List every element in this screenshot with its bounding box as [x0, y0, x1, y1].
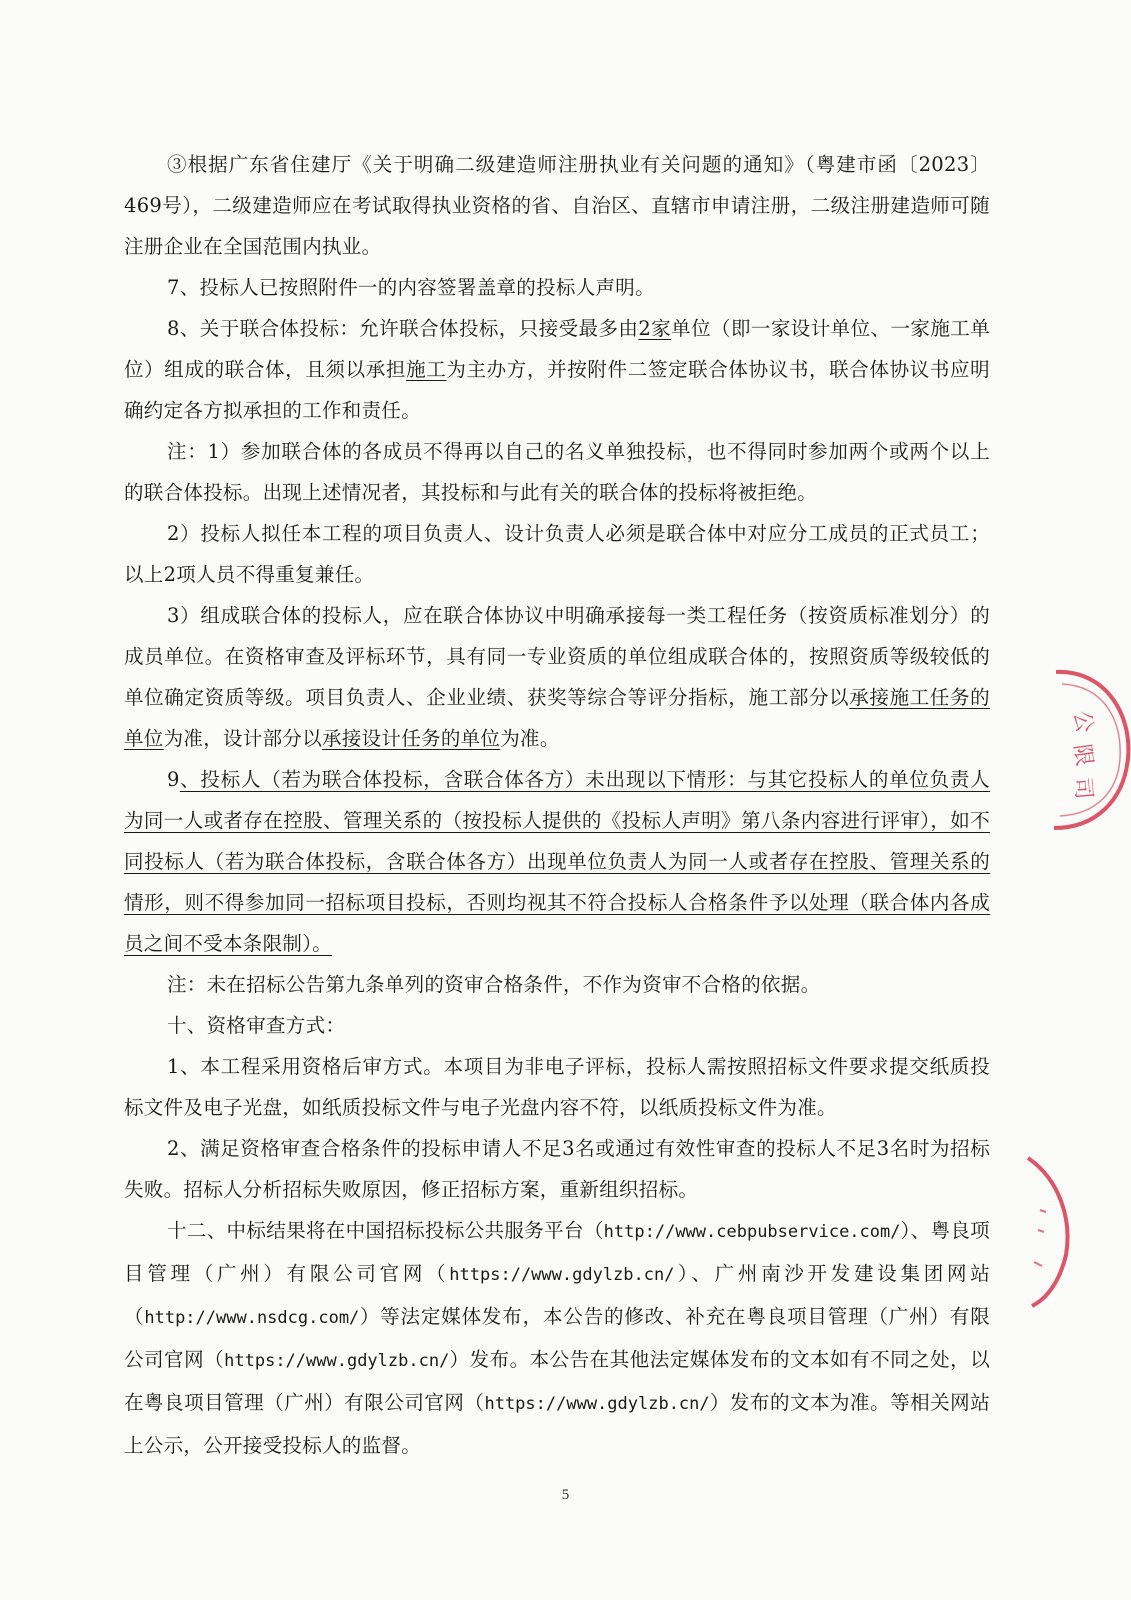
note-project-leaders: 2）投标人拟任本工程的项目负责人、设计负责人必须是联合体中对应分工成员的正式员工；以上2项人员不得重复兼任。 [124, 522, 990, 586]
qualification-text-a: 3）组成联合体的投标人，应在联合体协议中明确承接每一类工程任务（按资质标准划分）的成员单位。在资格审查及评标环节，具有同一专业资质的单位组成联合体的，按照资质等级较低的单位确定资质等级。项目负责人、企业业绩、获奖等综合等评分指标，施工部分以 [124, 604, 990, 709]
publication-text-c: ）、广州南沙开发建设集团网站（ [124, 1262, 991, 1328]
qualification-text-e: 为准。 [500, 727, 560, 750]
construction-unit-underlined: 承接施工任务的单位 [124, 686, 990, 750]
svg-text:限: 限 [1068, 742, 1097, 768]
svg-text:公: 公 [1068, 708, 1097, 735]
publication-text-f: ）发布的文本为准。等相关网站上公示，公开接受投标人的监督。 [124, 1391, 990, 1457]
svg-text:司: 司 [1069, 776, 1096, 801]
gdylzb-link-3[interactable]: https://www.gdylzb.cn/ [484, 1394, 710, 1414]
paragraph-result-publication [124, 1210, 990, 1466]
red-seal-stamp [1036, 660, 1131, 835]
paragraph-registration-notice: ③根据广东省住建厅《关于明确二级建造师注册执业有关问题的通知》（粤建市函〔2023〕469号），二级建造师应在考试取得执业资格的省、自治区、直辖市申请注册，二级注册建造师可随注册企业在全国范围内执业。 [124, 153, 990, 258]
paragraph-tender-failure: 2、满足资格审查合格条件的投标申请人不足3名或通过有效性审查的投标人不足3名时为招标失败。招标人分析招标失败原因，修正招标方案，重新组织招标。 [124, 1137, 990, 1201]
publication-text-a: 十二、中标结果将在中国招标投标公共服务平台（ [167, 1219, 604, 1242]
publication-text-e: ）发布。本公告在其他法定媒体发布的文本如有不同之处，以在粤良项目管理（广州）有限公司官网（ [124, 1348, 990, 1414]
paragraph-consortium-bidding [124, 308, 990, 431]
note-qualification-rules [124, 595, 990, 759]
paragraph-post-qualification: 1、本工程采用资格后审方式。本项目为非电子评标，投标人需按照招标文件要求提交纸质投标文件及电子光盘，如纸质投标文件与电子光盘内容不符，以纸质投标文件为准。 [124, 1055, 990, 1119]
nsdcg-link[interactable]: http://www.nsdcg.com/ [144, 1308, 360, 1328]
qualification-text-c: 为准，设计部分以 [163, 727, 323, 750]
conflicts-underlined-text: 、投标人（若为联合体投标，含联合体各方）未出现以下情形：与其它投标人的单位负责人为同一人或者存在控股、管理关系的（按投标人提供的《投标人声明》第八条内容进行评审），如不同投标人（若为联合体投标，含联合体各方）出现单位负责人为同一人或者存在控股、管理关系的情形，则不得参加同一招标项目投标，否则均视其不符合投标人合格条件予以处理（联合体内各成员之间不受本条限制）。 [124, 768, 990, 955]
design-unit-underlined: 承接设计任务的单位 [322, 727, 501, 750]
cebpubservice-link[interactable]: http://www.cebpubservice.com/ [603, 1222, 901, 1242]
note-qualification-basis: 注：未在招标公告第九条单列的资审合格条件，不作为资审不合格的依据。 [167, 973, 821, 996]
page-number: 5 [561, 1487, 570, 1503]
conflicts-number: 9 [167, 768, 180, 791]
paragraph-bidder-conflicts [124, 759, 990, 964]
section-heading-qualification-review: 十、资格审查方式： [167, 1014, 346, 1037]
document-body [124, 144, 990, 1466]
paragraph-bidder-declaration: 7、投标人已按照附件一的内容签署盖章的投标人声明。 [167, 276, 655, 299]
consortium-text-e: 为主办方，并按附件二签定联合体协议书，联合体协议书应明确约定各方拟承担的工作和责任。 [124, 358, 990, 422]
consortium-max-units: 2家 [638, 317, 672, 340]
publication-text-d: ）等法定媒体发布，本公告的修改、补充在粤良项目管理（广州）有限公司官网（ [124, 1305, 990, 1371]
red-seal-stamp-partial [1020, 1150, 1131, 1310]
publication-text-b: ）、粤良项目管理（广州）有限公司官网（ [124, 1219, 990, 1285]
note-consortium-members: 注：1）参加联合体的各成员不得再以自己的名义单独投标，也不得同时参加两个或两个以上的联合体投标。出现上述情况者，其投标和与此有关的联合体的投标将被拒绝。 [124, 440, 990, 504]
gdylzb-link-1[interactable]: https://www.gdylzb.cn/ [449, 1265, 675, 1285]
consortium-text-c: 单位（即一家设计单位、一家施工单位）组成的联合体，且须以承担 [124, 317, 990, 381]
gdylzb-link-2[interactable]: https://www.gdylzb.cn/ [224, 1351, 450, 1371]
consortium-text-a: 8、关于联合体投标：允许联合体投标，只接受最多由 [167, 317, 639, 340]
consortium-lead-role: 施工 [406, 358, 447, 381]
